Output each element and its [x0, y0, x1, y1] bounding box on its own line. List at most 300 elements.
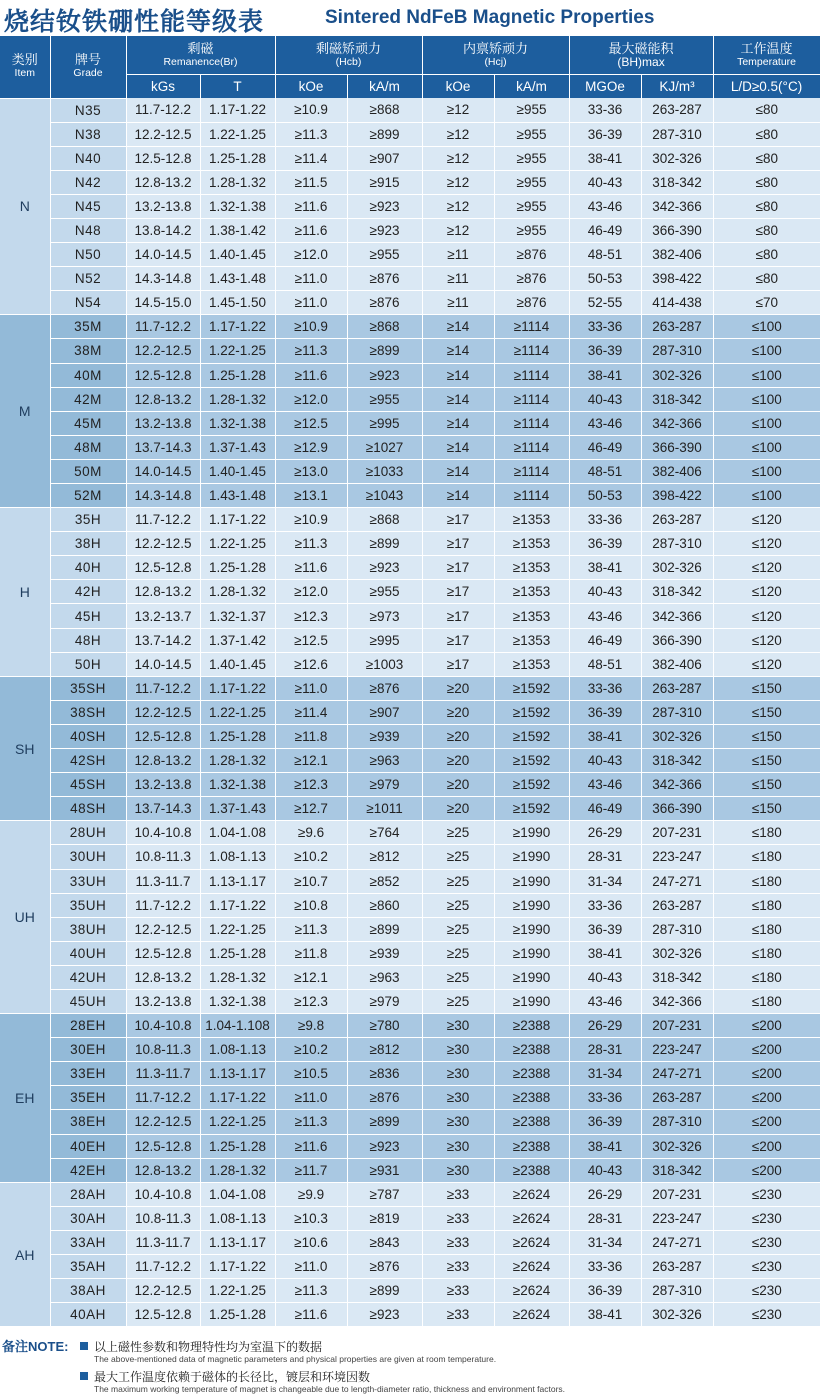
- max-temp-cell: ≤100: [713, 459, 820, 483]
- hcb-koe-cell: ≥11.6: [275, 363, 347, 387]
- grade-cell: 52M: [50, 484, 126, 508]
- bh-kjm3-cell: 342-366: [641, 411, 713, 435]
- bh-kjm3-cell: 318-342: [641, 749, 713, 773]
- table-row: [0, 893, 820, 917]
- bh-mgoe-cell: 38-41: [569, 146, 641, 170]
- hcb-koe-cell: ≥9.6: [275, 821, 347, 845]
- hcb-kam-cell: ≥860: [347, 893, 422, 917]
- category-cell: H: [0, 508, 50, 677]
- table-row: [0, 652, 820, 676]
- grade-cell: 40M: [50, 363, 126, 387]
- bh-mgoe-cell: 33-36: [569, 1086, 641, 1110]
- header-hcj: 内禀矫顽力 (Hcj): [422, 36, 569, 75]
- bh-kjm3-cell: 263-287: [641, 315, 713, 339]
- hcj-kam-cell: ≥1990: [494, 989, 569, 1013]
- grade-cell: 30EH: [50, 1038, 126, 1062]
- hcb-koe-cell: ≥11.3: [275, 1110, 347, 1134]
- note-chinese: 以上磁性参数和物理特性均为室温下的数据: [94, 1340, 323, 1354]
- hcj-koe-cell: ≥33: [422, 1279, 494, 1303]
- hcj-koe-cell: ≥25: [422, 941, 494, 965]
- br-t-cell: 1.22-1.25: [200, 1110, 275, 1134]
- grade-cell: 28AH: [50, 1182, 126, 1206]
- hcb-kam-cell: ≥868: [347, 315, 422, 339]
- hcj-koe-cell: ≥17: [422, 556, 494, 580]
- title-english: Sintered NdFeB Magnetic Properties: [325, 7, 655, 28]
- grade-cell: 40UH: [50, 941, 126, 965]
- hcj-kam-cell: ≥876: [494, 267, 569, 291]
- bh-kjm3-cell: 223-247: [641, 845, 713, 869]
- hcb-kam-cell: ≥915: [347, 170, 422, 194]
- category-cell: AH: [0, 1182, 50, 1327]
- br-kgs-cell: 10.4-10.8: [126, 821, 200, 845]
- bh-mgoe-cell: 33-36: [569, 676, 641, 700]
- hcb-kam-cell: ≥1011: [347, 797, 422, 821]
- grade-cell: 42EH: [50, 1158, 126, 1182]
- unit-temp: L/D≥0.5(°C): [713, 75, 820, 99]
- hcj-koe-cell: ≥20: [422, 676, 494, 700]
- br-kgs-cell: 14.0-14.5: [126, 652, 200, 676]
- grade-cell: 45M: [50, 411, 126, 435]
- bh-kjm3-cell: 263-287: [641, 98, 713, 122]
- hcj-koe-cell: ≥25: [422, 965, 494, 989]
- grade-cell: N45: [50, 194, 126, 218]
- hcb-koe-cell: ≥11.8: [275, 724, 347, 748]
- grade-cell: 50M: [50, 459, 126, 483]
- table-row: [0, 170, 820, 194]
- br-t-cell: 1.25-1.28: [200, 556, 275, 580]
- br-kgs-cell: 12.8-13.2: [126, 580, 200, 604]
- table-row: [0, 724, 820, 748]
- br-t-cell: 1.25-1.28: [200, 1303, 275, 1327]
- max-temp-cell: ≤80: [713, 122, 820, 146]
- br-kgs-cell: 13.2-13.8: [126, 989, 200, 1013]
- grade-cell: 28EH: [50, 1014, 126, 1038]
- hcb-koe-cell: ≥9.8: [275, 1014, 347, 1038]
- max-temp-cell: ≤120: [713, 628, 820, 652]
- grade-cell: 33EH: [50, 1062, 126, 1086]
- max-temp-cell: ≤120: [713, 532, 820, 556]
- br-kgs-cell: 12.8-13.2: [126, 1158, 200, 1182]
- hcj-kam-cell: ≥1114: [494, 387, 569, 411]
- bh-mgoe-cell: 28-31: [569, 1206, 641, 1230]
- category-cell: N: [0, 98, 50, 315]
- table-row: [0, 267, 820, 291]
- table-row: [0, 700, 820, 724]
- br-t-cell: 1.04-1.08: [200, 821, 275, 845]
- bh-mgoe-cell: 36-39: [569, 532, 641, 556]
- br-t-cell: 1.13-1.17: [200, 1230, 275, 1254]
- max-temp-cell: ≤80: [713, 146, 820, 170]
- grade-cell: N50: [50, 243, 126, 267]
- bh-mgoe-cell: 26-29: [569, 1014, 641, 1038]
- grade-cell: 35M: [50, 315, 126, 339]
- hcj-kam-cell: ≥1353: [494, 604, 569, 628]
- max-temp-cell: ≤120: [713, 604, 820, 628]
- hcj-koe-cell: ≥14: [422, 411, 494, 435]
- header-temperature: 工作温度 Temperature: [713, 36, 820, 75]
- bh-kjm3-cell: 247-271: [641, 869, 713, 893]
- br-t-cell: 1.04-1.08: [200, 1182, 275, 1206]
- bh-mgoe-cell: 36-39: [569, 339, 641, 363]
- table-row: [0, 1206, 820, 1230]
- max-temp-cell: ≤180: [713, 869, 820, 893]
- hcb-kam-cell: ≥899: [347, 917, 422, 941]
- bh-kjm3-cell: 318-342: [641, 387, 713, 411]
- bh-kjm3-cell: 207-231: [641, 1182, 713, 1206]
- hcj-koe-cell: ≥25: [422, 917, 494, 941]
- max-temp-cell: ≤150: [713, 749, 820, 773]
- bh-kjm3-cell: 287-310: [641, 532, 713, 556]
- table-row: [0, 1255, 820, 1279]
- bh-mgoe-cell: 36-39: [569, 1279, 641, 1303]
- hcj-kam-cell: ≥955: [494, 122, 569, 146]
- br-t-cell: 1.25-1.28: [200, 724, 275, 748]
- hcb-kam-cell: ≥812: [347, 1038, 422, 1062]
- br-t-cell: 1.22-1.25: [200, 917, 275, 941]
- bh-kjm3-cell: 287-310: [641, 700, 713, 724]
- hcb-koe-cell: ≥11.3: [275, 122, 347, 146]
- br-kgs-cell: 12.5-12.8: [126, 1134, 200, 1158]
- hcj-koe-cell: ≥25: [422, 989, 494, 1013]
- bh-mgoe-cell: 40-43: [569, 580, 641, 604]
- bh-mgoe-cell: 31-34: [569, 1230, 641, 1254]
- br-kgs-cell: 11.7-12.2: [126, 1086, 200, 1110]
- unit-koe-hcb: kOe: [275, 75, 347, 99]
- hcb-kam-cell: ≥876: [347, 676, 422, 700]
- bh-kjm3-cell: 318-342: [641, 580, 713, 604]
- max-temp-cell: ≤80: [713, 170, 820, 194]
- table-row: [0, 218, 820, 242]
- hcj-koe-cell: ≥30: [422, 1134, 494, 1158]
- hcb-kam-cell: ≥995: [347, 628, 422, 652]
- hcb-kam-cell: ≥939: [347, 941, 422, 965]
- hcj-kam-cell: ≥1114: [494, 315, 569, 339]
- title-chinese: 烧结钕铁硼性能等级表: [4, 7, 265, 36]
- grade-cell: 40SH: [50, 724, 126, 748]
- grade-cell: N40: [50, 146, 126, 170]
- bh-mgoe-cell: 48-51: [569, 459, 641, 483]
- grade-cell: 30UH: [50, 845, 126, 869]
- bh-mgoe-cell: 36-39: [569, 1110, 641, 1134]
- grade-cell: 38EH: [50, 1110, 126, 1134]
- br-kgs-cell: 12.8-13.2: [126, 170, 200, 194]
- grade-cell: N48: [50, 218, 126, 242]
- hcj-kam-cell: ≥2388: [494, 1086, 569, 1110]
- table-row: [0, 965, 820, 989]
- page-header: [0, 0, 820, 36]
- bh-mgoe-cell: 38-41: [569, 724, 641, 748]
- grade-cell: 38AH: [50, 1279, 126, 1303]
- table-row: [0, 532, 820, 556]
- table-row: [0, 1038, 820, 1062]
- hcb-kam-cell: ≥876: [347, 291, 422, 315]
- hcb-kam-cell: ≥923: [347, 556, 422, 580]
- bh-kjm3-cell: 247-271: [641, 1062, 713, 1086]
- bh-mgoe-cell: 40-43: [569, 170, 641, 194]
- br-kgs-cell: 13.7-14.3: [126, 797, 200, 821]
- max-temp-cell: ≤120: [713, 580, 820, 604]
- unit-kjm3: KJ/m³: [641, 75, 713, 99]
- hcb-kam-cell: ≥899: [347, 1279, 422, 1303]
- hcb-koe-cell: ≥12.5: [275, 628, 347, 652]
- hcb-kam-cell: ≥899: [347, 122, 422, 146]
- grade-cell: 40AH: [50, 1303, 126, 1327]
- br-t-cell: 1.17-1.22: [200, 508, 275, 532]
- br-t-cell: 1.13-1.17: [200, 869, 275, 893]
- grade-cell: 45H: [50, 604, 126, 628]
- grade-cell: 42SH: [50, 749, 126, 773]
- table-row: [0, 291, 820, 315]
- hcj-koe-cell: ≥20: [422, 749, 494, 773]
- max-temp-cell: ≤100: [713, 411, 820, 435]
- grade-cell: 48SH: [50, 797, 126, 821]
- grade-cell: 45SH: [50, 773, 126, 797]
- hcb-kam-cell: ≥979: [347, 989, 422, 1013]
- br-kgs-cell: 13.2-13.8: [126, 194, 200, 218]
- table-row: [0, 1303, 820, 1327]
- table-row: [0, 556, 820, 580]
- grade-cell: 28UH: [50, 821, 126, 845]
- hcj-koe-cell: ≥11: [422, 291, 494, 315]
- hcb-koe-cell: ≥12.9: [275, 435, 347, 459]
- hcb-kam-cell: ≥780: [347, 1014, 422, 1038]
- hcj-koe-cell: ≥12: [422, 218, 494, 242]
- hcj-koe-cell: ≥12: [422, 170, 494, 194]
- hcj-kam-cell: ≥2388: [494, 1134, 569, 1158]
- hcb-koe-cell: ≥10.8: [275, 893, 347, 917]
- max-temp-cell: ≤150: [713, 700, 820, 724]
- hcb-koe-cell: ≥12.1: [275, 965, 347, 989]
- hcj-kam-cell: ≥2624: [494, 1206, 569, 1230]
- bh-kjm3-cell: 398-422: [641, 484, 713, 508]
- br-kgs-cell: 14.3-14.8: [126, 267, 200, 291]
- max-temp-cell: ≤180: [713, 821, 820, 845]
- note-english: The above-mentioned data of magnetic parameters and physical properties are given at room temperature.: [94, 1354, 497, 1364]
- br-t-cell: 1.25-1.28: [200, 363, 275, 387]
- bh-kjm3-cell: 223-247: [641, 1206, 713, 1230]
- grade-cell: 35AH: [50, 1255, 126, 1279]
- hcb-kam-cell: ≥923: [347, 1303, 422, 1327]
- grade-cell: 35SH: [50, 676, 126, 700]
- br-t-cell: 1.28-1.32: [200, 1158, 275, 1182]
- grade-cell: 38SH: [50, 700, 126, 724]
- grade-cell: 38H: [50, 532, 126, 556]
- hcb-kam-cell: ≥955: [347, 580, 422, 604]
- hcj-kam-cell: ≥1592: [494, 724, 569, 748]
- grade-cell: 42M: [50, 387, 126, 411]
- hcb-kam-cell: ≥868: [347, 508, 422, 532]
- hcj-kam-cell: ≥1114: [494, 435, 569, 459]
- max-temp-cell: ≤200: [713, 1158, 820, 1182]
- br-t-cell: 1.32-1.38: [200, 989, 275, 1013]
- bh-kjm3-cell: 366-390: [641, 435, 713, 459]
- hcb-koe-cell: ≥12.3: [275, 773, 347, 797]
- max-temp-cell: ≤120: [713, 508, 820, 532]
- hcb-koe-cell: ≥11.3: [275, 917, 347, 941]
- hcj-kam-cell: ≥1990: [494, 869, 569, 893]
- hcj-koe-cell: ≥17: [422, 532, 494, 556]
- table-row: [0, 1279, 820, 1303]
- br-kgs-cell: 11.7-12.2: [126, 508, 200, 532]
- hcb-koe-cell: ≥10.7: [275, 869, 347, 893]
- hcj-koe-cell: ≥20: [422, 797, 494, 821]
- category-cell: UH: [0, 821, 50, 1014]
- br-kgs-cell: 13.2-13.7: [126, 604, 200, 628]
- hcj-kam-cell: ≥1114: [494, 484, 569, 508]
- hcj-kam-cell: ≥2624: [494, 1303, 569, 1327]
- bh-mgoe-cell: 36-39: [569, 700, 641, 724]
- table-row: [0, 821, 820, 845]
- br-t-cell: 1.28-1.32: [200, 387, 275, 411]
- table-row: [0, 1230, 820, 1254]
- max-temp-cell: ≤230: [713, 1206, 820, 1230]
- grade-cell: 33UH: [50, 869, 126, 893]
- table-row: [0, 941, 820, 965]
- unit-kgs: kGs: [126, 75, 200, 99]
- bh-kjm3-cell: 342-366: [641, 194, 713, 218]
- header-row-main: [0, 36, 820, 75]
- bh-kjm3-cell: 302-326: [641, 941, 713, 965]
- hcb-kam-cell: ≥836: [347, 1062, 422, 1086]
- bh-kjm3-cell: 302-326: [641, 556, 713, 580]
- hcj-kam-cell: ≥2624: [494, 1182, 569, 1206]
- table-row: [0, 1158, 820, 1182]
- hcb-kam-cell: ≥819: [347, 1206, 422, 1230]
- br-kgs-cell: 13.7-14.2: [126, 628, 200, 652]
- hcj-kam-cell: ≥1353: [494, 628, 569, 652]
- bh-mgoe-cell: 46-49: [569, 218, 641, 242]
- hcj-koe-cell: ≥30: [422, 1038, 494, 1062]
- br-t-cell: 1.17-1.22: [200, 893, 275, 917]
- hcj-kam-cell: ≥1592: [494, 749, 569, 773]
- br-t-cell: 1.22-1.25: [200, 339, 275, 363]
- hcb-koe-cell: ≥12.6: [275, 652, 347, 676]
- table-row: [0, 845, 820, 869]
- grade-cell: 35EH: [50, 1086, 126, 1110]
- hcb-koe-cell: ≥11.0: [275, 676, 347, 700]
- max-temp-cell: ≤100: [713, 484, 820, 508]
- hcj-koe-cell: ≥12: [422, 146, 494, 170]
- table-row: [0, 122, 820, 146]
- br-kgs-cell: 12.8-13.2: [126, 749, 200, 773]
- hcb-kam-cell: ≥876: [347, 1255, 422, 1279]
- br-kgs-cell: 11.7-12.2: [126, 676, 200, 700]
- table-body: [0, 98, 820, 1327]
- hcb-koe-cell: ≥11.0: [275, 267, 347, 291]
- bullet-square-icon: [80, 1372, 88, 1380]
- bh-mgoe-cell: 36-39: [569, 917, 641, 941]
- bh-kjm3-cell: 263-287: [641, 1086, 713, 1110]
- hcb-koe-cell: ≥11.3: [275, 1279, 347, 1303]
- hcj-kam-cell: ≥1353: [494, 580, 569, 604]
- hcb-koe-cell: ≥12.7: [275, 797, 347, 821]
- table-row: [0, 411, 820, 435]
- max-temp-cell: ≤200: [713, 1110, 820, 1134]
- hcb-koe-cell: ≥10.9: [275, 315, 347, 339]
- br-kgs-cell: 14.0-14.5: [126, 243, 200, 267]
- grade-cell: N42: [50, 170, 126, 194]
- hcj-kam-cell: ≥2624: [494, 1230, 569, 1254]
- hcb-kam-cell: ≥979: [347, 773, 422, 797]
- br-t-cell: 1.17-1.22: [200, 98, 275, 122]
- bh-mgoe-cell: 40-43: [569, 965, 641, 989]
- hcj-koe-cell: ≥17: [422, 628, 494, 652]
- grade-cell: 35H: [50, 508, 126, 532]
- bh-mgoe-cell: 46-49: [569, 797, 641, 821]
- bh-kjm3-cell: 287-310: [641, 1279, 713, 1303]
- hcj-kam-cell: ≥1353: [494, 652, 569, 676]
- hcb-kam-cell: ≥963: [347, 965, 422, 989]
- table-row: [0, 459, 820, 483]
- max-temp-cell: ≤150: [713, 797, 820, 821]
- br-t-cell: 1.25-1.28: [200, 146, 275, 170]
- hcb-koe-cell: ≥11.5: [275, 170, 347, 194]
- hcj-kam-cell: ≥1592: [494, 773, 569, 797]
- br-t-cell: 1.25-1.28: [200, 941, 275, 965]
- hcb-kam-cell: ≥1027: [347, 435, 422, 459]
- hcb-koe-cell: ≥12.0: [275, 580, 347, 604]
- br-kgs-cell: 14.0-14.5: [126, 459, 200, 483]
- bh-mgoe-cell: 43-46: [569, 989, 641, 1013]
- hcb-koe-cell: ≥13.1: [275, 484, 347, 508]
- bh-mgoe-cell: 38-41: [569, 363, 641, 387]
- bh-kjm3-cell: 342-366: [641, 773, 713, 797]
- hcj-koe-cell: ≥33: [422, 1230, 494, 1254]
- hcj-kam-cell: ≥2388: [494, 1110, 569, 1134]
- br-t-cell: 1.08-1.13: [200, 845, 275, 869]
- hcj-koe-cell: ≥17: [422, 604, 494, 628]
- br-kgs-cell: 12.5-12.8: [126, 146, 200, 170]
- hcb-koe-cell: ≥10.5: [275, 1062, 347, 1086]
- grade-cell: N35: [50, 98, 126, 122]
- table-row: [0, 580, 820, 604]
- grade-cell: 38UH: [50, 917, 126, 941]
- hcb-koe-cell: ≥12.1: [275, 749, 347, 773]
- grade-cell: 35UH: [50, 893, 126, 917]
- header-grade: 牌号 Grade: [50, 36, 126, 98]
- hcj-koe-cell: ≥11: [422, 243, 494, 267]
- bh-mgoe-cell: 50-53: [569, 267, 641, 291]
- bh-kjm3-cell: 263-287: [641, 1255, 713, 1279]
- br-t-cell: 1.32-1.38: [200, 773, 275, 797]
- max-temp-cell: ≤180: [713, 989, 820, 1013]
- grade-cell: 40EH: [50, 1134, 126, 1158]
- bh-mgoe-cell: 43-46: [569, 194, 641, 218]
- bh-mgoe-cell: 52-55: [569, 291, 641, 315]
- br-kgs-cell: 10.4-10.8: [126, 1014, 200, 1038]
- bh-kjm3-cell: 223-247: [641, 1038, 713, 1062]
- header-remanence: 剩磁 Remanence(Br): [126, 36, 275, 75]
- br-t-cell: 1.22-1.25: [200, 122, 275, 146]
- table-row: [0, 604, 820, 628]
- table-row: [0, 773, 820, 797]
- max-temp-cell: ≤200: [713, 1086, 820, 1110]
- br-t-cell: 1.45-1.50: [200, 291, 275, 315]
- max-temp-cell: ≤230: [713, 1230, 820, 1254]
- bh-mgoe-cell: 33-36: [569, 508, 641, 532]
- bh-kjm3-cell: 247-271: [641, 1230, 713, 1254]
- grade-cell: 48H: [50, 628, 126, 652]
- max-temp-cell: ≤150: [713, 724, 820, 748]
- hcb-koe-cell: ≥11.6: [275, 1134, 347, 1158]
- hcb-koe-cell: ≥10.9: [275, 508, 347, 532]
- header-category: 类别 Item: [0, 36, 50, 98]
- br-t-cell: 1.40-1.45: [200, 459, 275, 483]
- br-kgs-cell: 12.5-12.8: [126, 941, 200, 965]
- hcj-kam-cell: ≥1592: [494, 700, 569, 724]
- hcj-koe-cell: ≥17: [422, 508, 494, 532]
- table-row: [0, 194, 820, 218]
